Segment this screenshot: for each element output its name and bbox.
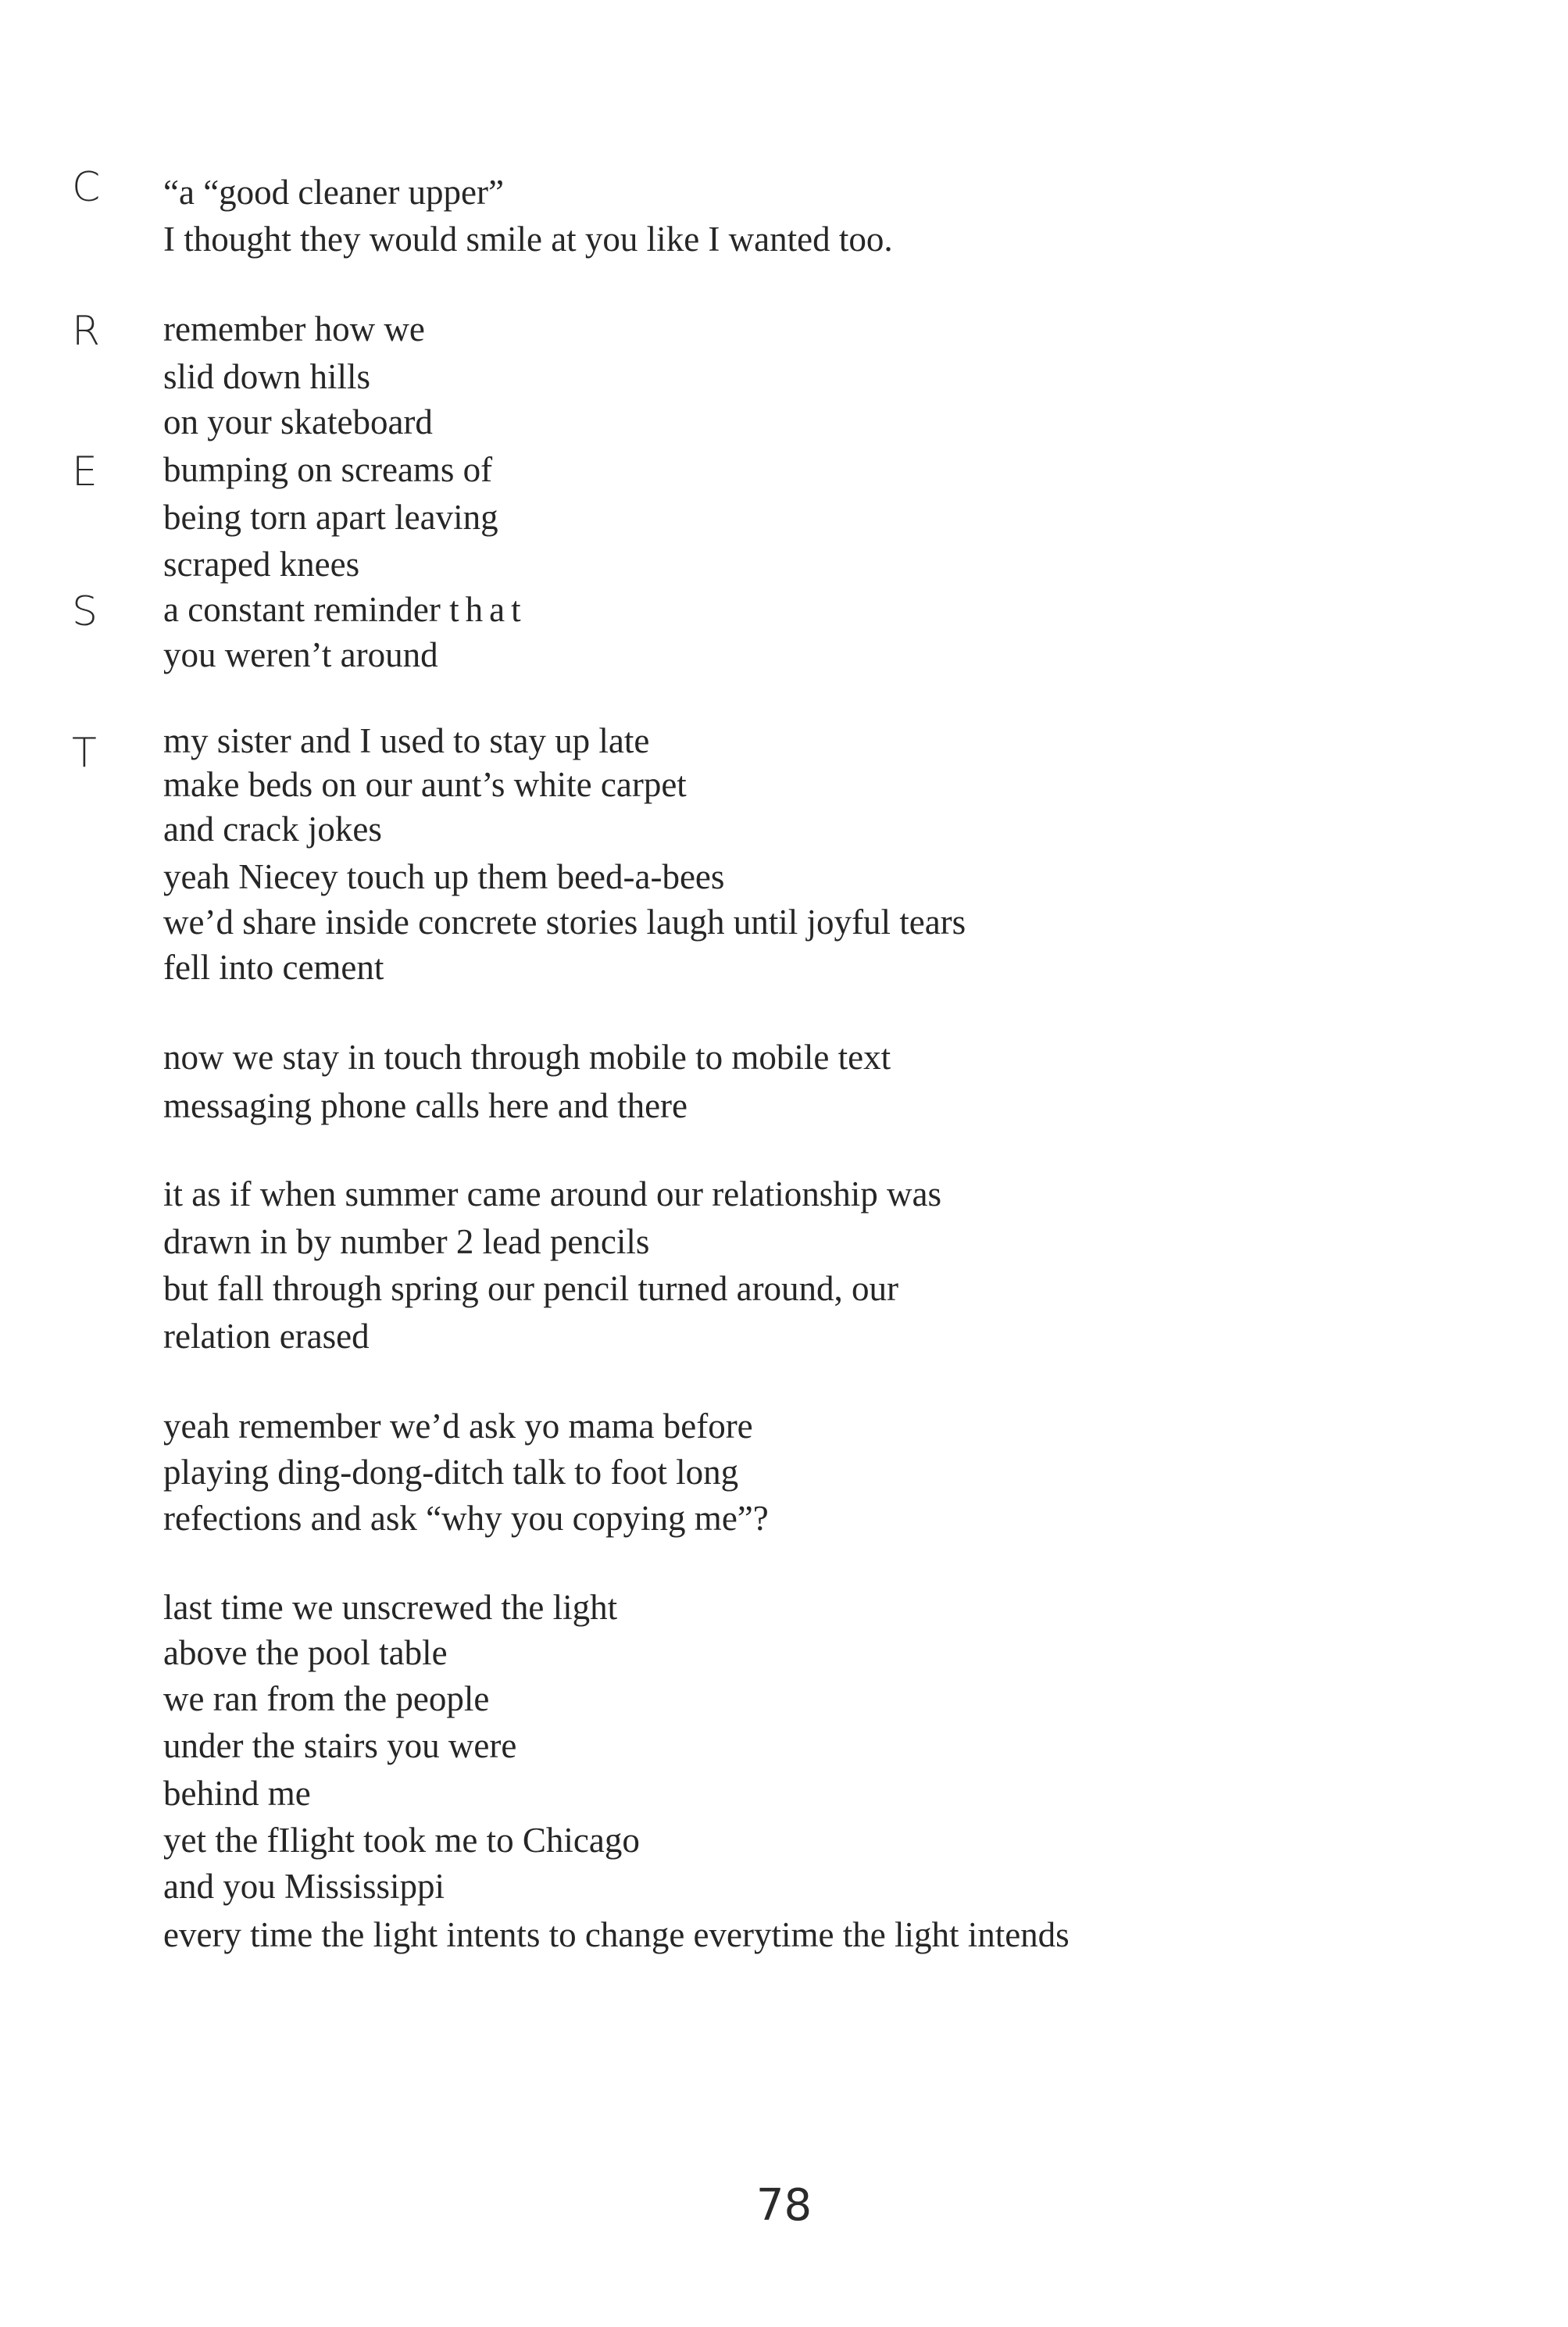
poem-line: drawn in by number 2 lead pencils bbox=[163, 1222, 650, 1261]
poem-line: every time the light intents to change everytime the light intends bbox=[163, 1915, 1070, 1954]
spaced-word: that bbox=[449, 590, 527, 629]
poem-line: yeah Niecey touch up them beed-a-bees bbox=[163, 857, 725, 896]
margin-letter-t: T bbox=[72, 730, 97, 777]
poem-line: yeah remember we’d ask yo mama before bbox=[163, 1407, 753, 1446]
poem-line: “a “good cleaner upper” bbox=[163, 173, 504, 212]
poem-line: we ran from the people bbox=[163, 1679, 490, 1718]
poem-line: fell into cement bbox=[163, 948, 384, 987]
poem-line: slid down hills bbox=[163, 357, 371, 396]
poem-line: yet the fIlight took me to Chicago bbox=[163, 1821, 640, 1860]
page-number: 78 bbox=[755, 2180, 813, 2231]
poem-line: it as if when summer came around our relationship was bbox=[163, 1174, 941, 1214]
poem-line: behind me bbox=[163, 1774, 311, 1813]
poem-line: above the pool table bbox=[163, 1633, 448, 1672]
poem-line-text: a constant reminder bbox=[163, 590, 441, 629]
poem-line: and you Mississippi bbox=[163, 1867, 445, 1906]
poem-line: under the stairs you were bbox=[163, 1726, 517, 1765]
poem-line: make beds on our aunt’s white carpet bbox=[163, 765, 687, 804]
poem-line bbox=[163, 588, 527, 631]
poem-line: but fall through spring our pencil turned around, our bbox=[163, 1269, 899, 1308]
poem-line: we’d share inside concrete stories laugh until joyful tears bbox=[163, 903, 966, 942]
poem-line: last time we unscrewed the light bbox=[163, 1588, 618, 1627]
poem-line: you weren’t around bbox=[163, 635, 438, 674]
margin-letter-c: C bbox=[72, 164, 101, 211]
poem-line: bumping on screams of bbox=[163, 450, 493, 489]
poem-line: my sister and I used to stay up late bbox=[163, 721, 650, 760]
margin-letter-s: S bbox=[72, 588, 98, 635]
margin-letter-r: R bbox=[72, 308, 101, 355]
poem-line: being torn apart leaving bbox=[163, 498, 498, 537]
poem-line: now we stay in touch through mobile to mobile text bbox=[163, 1038, 891, 1077]
poem-line: playing ding-dong-ditch talk to foot long bbox=[163, 1453, 739, 1492]
poem-line: relation erased bbox=[163, 1317, 370, 1356]
poem-line: scraped knees bbox=[163, 545, 360, 584]
poem-line: and crack jokes bbox=[163, 810, 382, 849]
poem-line: remember how we bbox=[163, 309, 425, 349]
margin-letter-e: E bbox=[72, 449, 98, 495]
poem-line: on your skateboard bbox=[163, 402, 433, 441]
poem-line: refections and ask “why you copying me”? bbox=[163, 1499, 769, 1538]
poem-line: messaging phone calls here and there bbox=[163, 1086, 688, 1125]
poem-line: I thought they would smile at you like I wanted too. bbox=[163, 220, 893, 259]
